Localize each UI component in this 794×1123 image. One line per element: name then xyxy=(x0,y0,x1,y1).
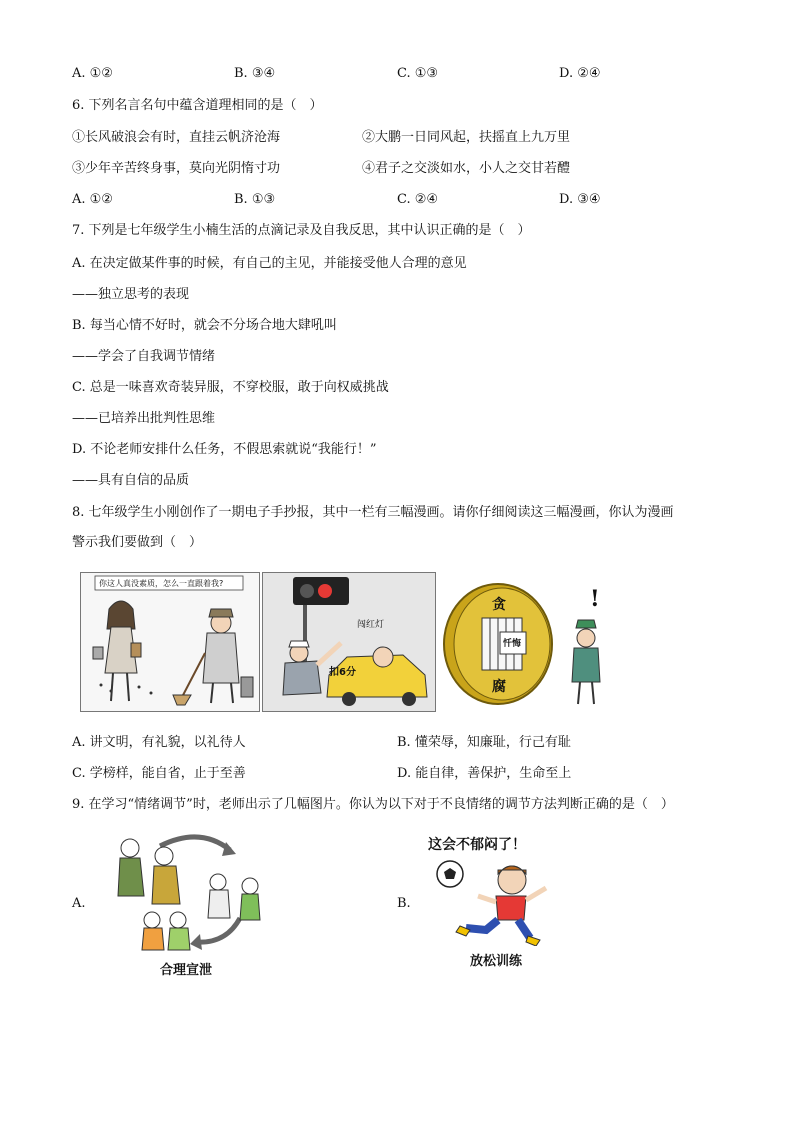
q6-option-b: B. ①③ xyxy=(234,192,276,207)
q9-option-b-speech: 这会不郁闷了！ xyxy=(428,837,526,853)
q7-option-b: B. 每当心情不好时，就会不分场合地大肆吼叫 xyxy=(72,318,337,333)
cartoon2-badge: 扣6分 xyxy=(329,667,356,678)
q8-option-b: B. 懂荣辱，知廉耻，行己有耻 xyxy=(397,735,571,750)
q6-item-4: ④君子之交淡如水，小人之交甘若醴 xyxy=(362,161,571,176)
svg-text:!: ! xyxy=(590,586,600,612)
q6-option-d: D. ③④ xyxy=(559,192,601,207)
q6-item-1: ①长风破浪会有时，直挂云帆济沧海 xyxy=(72,130,281,145)
cartoon3-coin-bottom: 腐 xyxy=(492,679,506,695)
cartoon1-speech: 你这人真没素质，怎么一直跟着我? xyxy=(99,579,224,588)
cartoon3-paper: 忏悔 xyxy=(503,639,522,649)
q8-stem-line1: 8. 七年级学生小刚创作了一期电子手抄报，其中一栏有三幅漫画。请你仔细阅读这三幅漫画，你认为漫画 xyxy=(72,505,674,520)
cartoon-corruption xyxy=(440,572,610,710)
q5-option-d: D. ②④ xyxy=(559,66,601,81)
q9-option-b-caption: 放松训练 xyxy=(470,954,523,969)
red-light-illustration xyxy=(263,573,435,711)
q9-option-b-label: B. xyxy=(397,896,411,911)
q5-option-c: C. ①③ xyxy=(397,66,439,81)
cartoon-littering xyxy=(80,572,260,712)
q7-option-b-note: ——学会了自我调节情绪 xyxy=(72,349,216,364)
q6-stem: 6. 下列名言名句中蕴含道理相同的是（ ） xyxy=(72,98,323,113)
q8-option-d: D. 能自律，善保护，生命至上 xyxy=(397,766,572,781)
q9-option-a-image xyxy=(100,826,270,956)
q7-option-c-note: ——已培养出批判性思维 xyxy=(72,411,216,426)
venting-illustration xyxy=(100,826,270,956)
q8-option-c: C. 学榜样，能自省，止于至善 xyxy=(72,766,246,781)
q8-option-a: A. 讲文明，有礼貌，以礼待人 xyxy=(72,735,246,750)
q7-stem: 7. 下列是七年级学生小楠生活的点滴记录及自我反思，其中认识正确的是（ ） xyxy=(72,223,531,238)
littering-illustration xyxy=(81,573,259,711)
q9-option-b-image xyxy=(426,856,556,946)
cartoon-red-light xyxy=(262,572,436,712)
q9-option-a-label: A. xyxy=(72,896,86,911)
cartoon3-coin-top: 贪 xyxy=(492,597,506,613)
q6-item-2: ②大鹏一日同风起，扶摇直上九万里 xyxy=(362,130,571,145)
q7-option-d: D. 不论老师安排什么任务，不假思索就说“我能行！” xyxy=(72,442,377,457)
q8-stem-line2: 警示我们要做到（ ） xyxy=(72,535,203,550)
q9-option-a-caption: 合理宣泄 xyxy=(160,963,213,978)
soccer-kick-illustration xyxy=(426,856,556,946)
q6-option-a: A. ①② xyxy=(72,192,113,207)
q7-option-d-note: ——具有自信的品质 xyxy=(72,473,190,488)
corruption-coin-illustration xyxy=(440,572,610,710)
q6-option-c: C. ②④ xyxy=(397,192,439,207)
q7-option-a: A. 在决定做某件事的时候，有自己的主见，并能接受他人合理的意见 xyxy=(72,256,467,271)
q5-option-b: B. ③④ xyxy=(234,66,276,81)
q7-option-c: C. 总是一味喜欢奇装异服，不穿校服，敢于向权威挑战 xyxy=(72,380,389,395)
q7-option-a-note: ——独立思考的表现 xyxy=(72,287,190,302)
q9-stem: 9. 在学习“情绪调节”时，老师出示了几幅图片。你认为以下对于不良情绪的调节方法判断正确的是（ ） xyxy=(72,797,674,812)
cartoon2-sign: 闯红灯 xyxy=(357,620,385,630)
q5-option-a: A. ①② xyxy=(72,66,113,81)
q6-item-3: ③少年辛苦终身事，莫向光阴惰寸功 xyxy=(72,161,281,176)
